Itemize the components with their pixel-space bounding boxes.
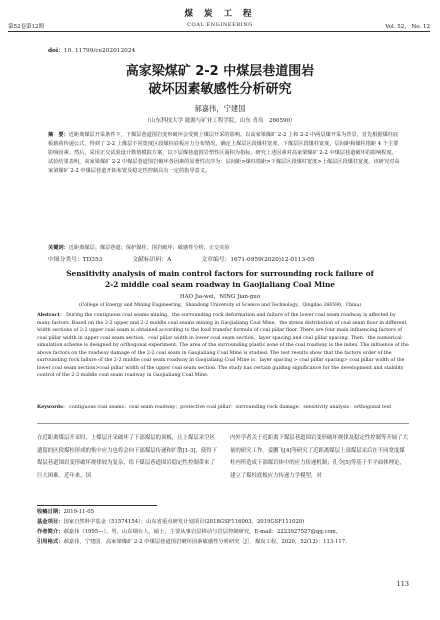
article-title-cn bbox=[0, 63, 440, 99]
document-code: 文献标识码：A bbox=[132, 257, 172, 263]
journal-name-en: COAL ENGINEERING bbox=[187, 22, 253, 28]
abstract-cn-label: 摘 要： bbox=[48, 132, 69, 138]
doi-label: doi： bbox=[48, 48, 64, 54]
abstract-cn-text: 近距离煤层开采条件下，下煤层巷道围岩变形破坏会受到上煤层开采的影响。以高家梁煤矿 2-2 上和 2-2 中两层煤开采为背景，首先根据煤柱底板载荷传递公式，得到了 2-2 上煤层不同宽度区段煤柱底板应力分布情况，确定上煤层区段煤柱宽度、下煤层区段煤柱宽度、层间距和煤柱错距 4 个主要影响因素。然后，采用正交试验设计数值模拟方案，以下层煤巷道围岩塑性区面积为指标，研究上述因素对高家梁煤矿 2-2 中煤层巷道破坏的影响程度。试验结果表明，高家梁煤矿 2-2 中煤层巷道围岩破坏各因素的显著性次序为：层间距>煤柱错距>下煤层区段煤柱宽度>上煤层区段煤柱宽度。该研究对高家梁煤矿 2-2 中煤层巷道开拓布置及稳定性控制具有一定的指导意义。 bbox=[48, 132, 400, 174]
footnote-fund bbox=[37, 518, 413, 528]
classification-line bbox=[48, 254, 345, 263]
affiliation-en: (College of Energy and Mining Engineering，Shandong University of Science and Technology，Qingdao 266590，China) bbox=[78, 303, 362, 308]
abstract-en-text: During the contiguous coal seams mining，the surrounding rock deformation and failure of the lower coal seam roadway is affected by many factors. Based on the 2-2 upper and 2-2 middle coal seams mining in Gaojialiang Coal Mine，the stress distribution of coal seam floor in different width sections of 2-2 upper coal seam is obtained according to the load transfer formula of coal pillar floor. There are four main influencing factors of coal pillar width in upper coal seam section，coal pillar width in lower coal seam section，layer spacing and coal pillar spacing. Then，the numerical simulation scheme is designed by orthogonal experiment. The area of the surrounding plastic zone of the coal roadway is the index. The influence of the above factors on the roadway damage of the 2-2 coal seam in Gaojialiang Coal Mine is studied. The test results show that the factors order of the surrounding rock failure of the 2-2 middle coal seam roadway in Gaojialiang Coal Mine is：layer spacing > coal pillar spacing> coal pillar width of the lower coal seam section>coal pillar width of the upper coal seam section. The study has certain guiding significance for the development and stability control of the 2-2 middle coal seam roadway in Gaojialiang Coal Mine. bbox=[37, 313, 409, 378]
authors-en: HAO Jia-wei，NING Jian-guo bbox=[179, 294, 261, 300]
title-cn-line-1: 高家梁煤矿 2-2 中煤层巷道围岩 bbox=[125, 64, 315, 79]
footnote-received bbox=[37, 508, 413, 518]
keywords-en bbox=[37, 404, 409, 419]
abstract-en bbox=[37, 312, 409, 402]
citation-text: 郝嘉伟，宁建国．高家梁煤矿 2-2 中煤层巷道围岩破坏因素敏感性分析研究［J］．煤炭工程，2020，52(12)：113-117. bbox=[63, 539, 347, 545]
authors-cn: 郝嘉伟，宁建国 bbox=[194, 104, 246, 113]
title-cn-line-2: 破坏因素敏感性分析研究 bbox=[148, 82, 292, 97]
journal-name-cn: 煤 炭 工 程 bbox=[184, 9, 256, 19]
author-bio-label: 作者简介： bbox=[37, 529, 64, 535]
volume-label: Vol. 52， No. 12 bbox=[385, 24, 430, 30]
keywords-cn-label: 关键词： bbox=[48, 245, 69, 251]
article-title-en bbox=[20, 268, 420, 290]
header-rule bbox=[8, 31, 430, 32]
received-date: 2019-11-05 bbox=[63, 509, 95, 515]
title-en-line-2: 2-2 middle coal seam roadway in Gaojialiang Coal Mine bbox=[104, 280, 336, 289]
footnote-citation bbox=[37, 538, 413, 557]
article-number: 文章编号：1671-0959(2020)12-0113-05 bbox=[201, 257, 315, 263]
affiliation-cn: （山东科技大学 能源与矿业工程学院，山东 青岛 266590） bbox=[144, 118, 296, 124]
fund-text: 国家自然科学基金（51574154）；山东省重点研发计划项目(2018GSF116003，2019GSF111020) bbox=[63, 519, 305, 525]
keywords-en-label: Keywords： bbox=[37, 404, 68, 410]
page-number: 113 bbox=[396, 580, 409, 588]
author-bio-text: 郝嘉伟（1995—），男，山东烟台人，硕士，主要从事岩层移动与岩层控制研究，E-mail：2223927527@qq.com。 bbox=[63, 529, 341, 535]
fund-label: 基金项目： bbox=[37, 519, 64, 525]
section-rule bbox=[37, 423, 409, 424]
footnote-author bbox=[37, 528, 413, 538]
abstract-en-label: Abstract： bbox=[37, 312, 65, 318]
doi-line bbox=[48, 45, 135, 54]
keywords-en-text: contiguous coal seams；coal seam roadway；protective coal pillar；surrounding rock damage；sensitivity analysis；orthogonal test bbox=[69, 405, 392, 410]
citation-label: 引用格式： bbox=[37, 539, 64, 545]
clc-number: 中图分类号：TD353 bbox=[48, 257, 103, 263]
keywords-cn bbox=[48, 244, 402, 253]
keywords-cn-text: 近距离煤层；煤层巷道；保护煤柱；围岩破坏；敏感性分析；正交实验 bbox=[68, 245, 230, 251]
abstract-cn bbox=[48, 131, 402, 241]
title-en-line-1: Sensitivity analysis of main control factors for surrounding rock failure of bbox=[66, 269, 374, 278]
doi-value[interactable]: 10. 11799/ce202012024 bbox=[63, 48, 136, 54]
issue-label: 第52卷第12期 bbox=[8, 24, 44, 30]
footnote-rule bbox=[37, 505, 157, 506]
body-column-right: 内外学者关于近距离下煤层巷道围岩变形破坏规律及稳定性控制等开展了大量的研究工作。姜鹏飞[4]等研究了近距离煤层上部煤层采后在不同宽度煤柱内所造成下部煤岩体中的应力传递机制；孔令[5]等基于半平面体理论，建立了煤柱底板应力传递力学模型，对 bbox=[230, 435, 408, 479]
body-column-left: 在近距离煤层开采时，上煤层开采破坏了下部煤层的顶板，且上煤层采空区遗留的区段煤柱形成的集中应力也将会向下部煤层传递和扩散[1-3]，使得下煤层巷道围岩变形破坏规律较为复杂，给下煤层巷道围岩稳定性控制带来了巨大困难。近年来，国 bbox=[37, 435, 217, 479]
received-label: 收稿日期： bbox=[37, 509, 64, 515]
